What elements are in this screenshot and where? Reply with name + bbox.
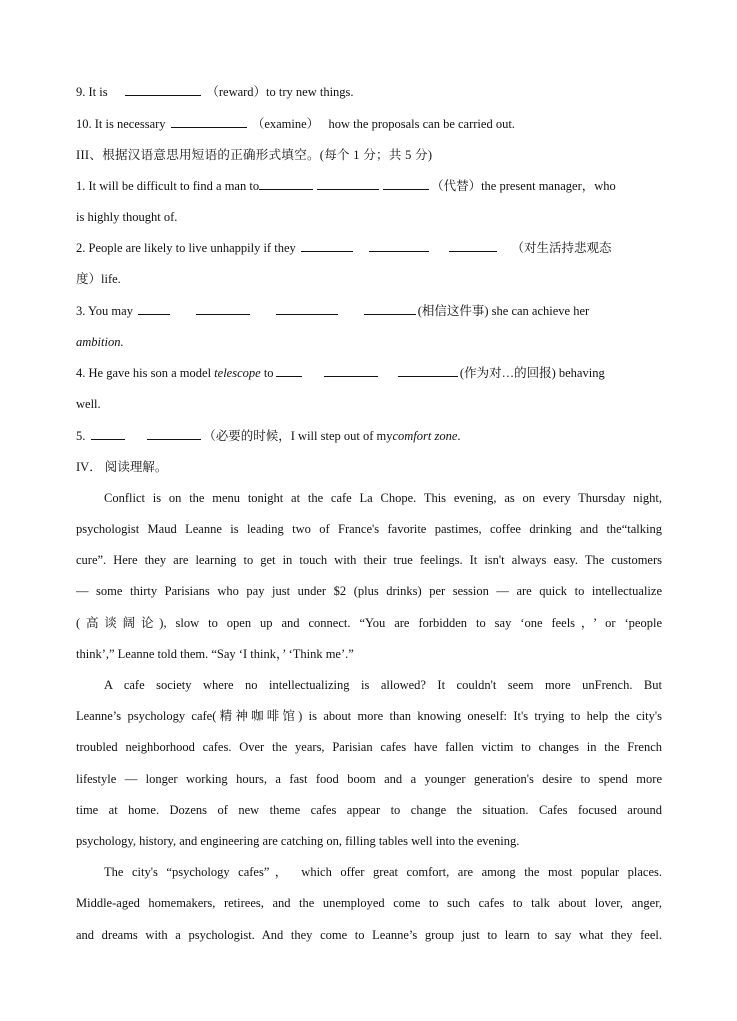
phrase-4-prefix: 4. He gave his son a model [76, 366, 212, 380]
phrase-3-hint: (相信这件事) she can achieve her [417, 304, 590, 318]
answer-blank[interactable] [147, 428, 201, 440]
section-4-heading: IV． 阅读理解。 [76, 460, 168, 474]
phrase-2-continued: 度）life. [76, 272, 121, 286]
answer-blank[interactable] [398, 365, 458, 377]
answer-blank[interactable] [324, 365, 378, 377]
passage-line: think’,” Leanne told them. “Say ‘I think，’ ‘Think me’.” [76, 647, 354, 661]
answer-blank[interactable] [171, 116, 247, 128]
phrase-4-hint: (作为对…的回报) behaving [459, 366, 605, 380]
answer-blank[interactable] [301, 240, 353, 252]
passage-line: and dreams with a psychologist. And they come to Leanne’s group just to learn to say what they feel. [76, 928, 662, 942]
phrase-5-end: . [457, 429, 461, 443]
section-3-heading: III、根据汉语意思用短语的正确形式填空。(每个 1 分；共 5 分) [76, 148, 433, 162]
phrase-question-4 [76, 365, 662, 381]
phrase-question-2 [76, 240, 662, 256]
passage-line: Conflict is on the menu tonight at the cafe La Chope. This evening, as on every Thursday night, [104, 491, 662, 505]
passage-line: lifestyle — longer working hours, a fast food boom and a younger generation's desire to spend more [76, 772, 662, 786]
question-10 [76, 116, 662, 132]
phrase-question-3 [76, 303, 662, 319]
passage-line: cure”. Here they are learning to get in touch with their true feelings. It isn't always easy. The customers [76, 553, 662, 567]
passage-line: psychologist Maud Leanne is leading two of France's favorite pastimes, coffee drinking and the“talking [76, 522, 662, 536]
phrase-5-italic-word: comfort zone [392, 429, 458, 443]
passage-line: A cafe society where no intellectualizing is allowed? It couldn't seem more unFrench. But [104, 678, 662, 692]
answer-blank[interactable] [276, 365, 302, 377]
phrase-3-prefix: 3. You may [76, 304, 133, 318]
phrase-question-1 [76, 178, 662, 194]
answer-blank[interactable] [449, 240, 497, 252]
phrase-3-continued: ambition. [76, 335, 124, 349]
phrase-2-prefix: 2. People are likely to live unhappily if they [76, 241, 296, 255]
phrase-2-hint: （对生活持悲观态 [511, 241, 612, 255]
passage-line: — some thirty Parisians who pay just under $2 (plus drinks) per session — are quick to intellectualize [76, 584, 662, 598]
answer-blank[interactable] [125, 84, 201, 96]
question-9-hint: （reward）to try new things. [206, 85, 354, 99]
answer-blank[interactable] [196, 303, 250, 315]
phrase-5-prefix: 5. [76, 429, 86, 443]
answer-blank[interactable] [364, 303, 416, 315]
phrase-1-continued: is highly thought of. [76, 210, 178, 224]
passage-line: (高谈阔论), slow to open up and connect. “You are forbidden to say ‘one feels，’ or ‘people [76, 616, 662, 630]
answer-blank[interactable] [138, 303, 170, 315]
answer-blank[interactable] [383, 178, 429, 190]
phrase-4-continued: well. [76, 397, 101, 411]
passage-line: The city's “psychology cafes”， which offer great comfort, are among the most popular places. [104, 865, 662, 879]
passage-line: troubled neighborhood cafes. Over the years, Parisian cafes have fallen victim to changes in the French [76, 740, 662, 754]
answer-blank[interactable] [91, 428, 125, 440]
passage-line: Middle-aged homemakers, retirees, and the unemployed come to such cafes to talk about lover, anger, [76, 896, 662, 910]
answer-blank[interactable] [317, 178, 379, 190]
phrase-4-to: to [263, 366, 274, 380]
phrase-1-hint: （代替）the present manager，who [431, 179, 616, 193]
phrase-4-italic-word: telescope [214, 366, 261, 380]
question-10-suffix: how the proposals can be carried out. [328, 117, 515, 131]
passage-line: psychology, history, and engineering are catching on, filling tables well into the evening. [76, 834, 520, 848]
question-9 [76, 84, 662, 100]
passage-line: time at home. Dozens of new theme cafes appear to change the situation. Cafes focused around [76, 803, 662, 817]
phrase-question-5 [76, 428, 662, 444]
answer-blank[interactable] [276, 303, 338, 315]
phrase-1-prefix: 1. It will be difficult to find a man to [76, 179, 260, 193]
phrase-5-hint: （必要的时候，I will step out of my [203, 429, 393, 443]
question-9-prefix: 9. It is [76, 85, 108, 99]
answer-blank[interactable] [259, 178, 313, 190]
question-10-prefix: 10. It is necessary [76, 117, 166, 131]
answer-blank[interactable] [369, 240, 429, 252]
question-10-hint: （examine） [251, 117, 320, 131]
passage-line: Leanne’s psychology cafe(精神咖啡馆) is about more than knowing oneself: It's trying to help the city's [76, 709, 662, 723]
